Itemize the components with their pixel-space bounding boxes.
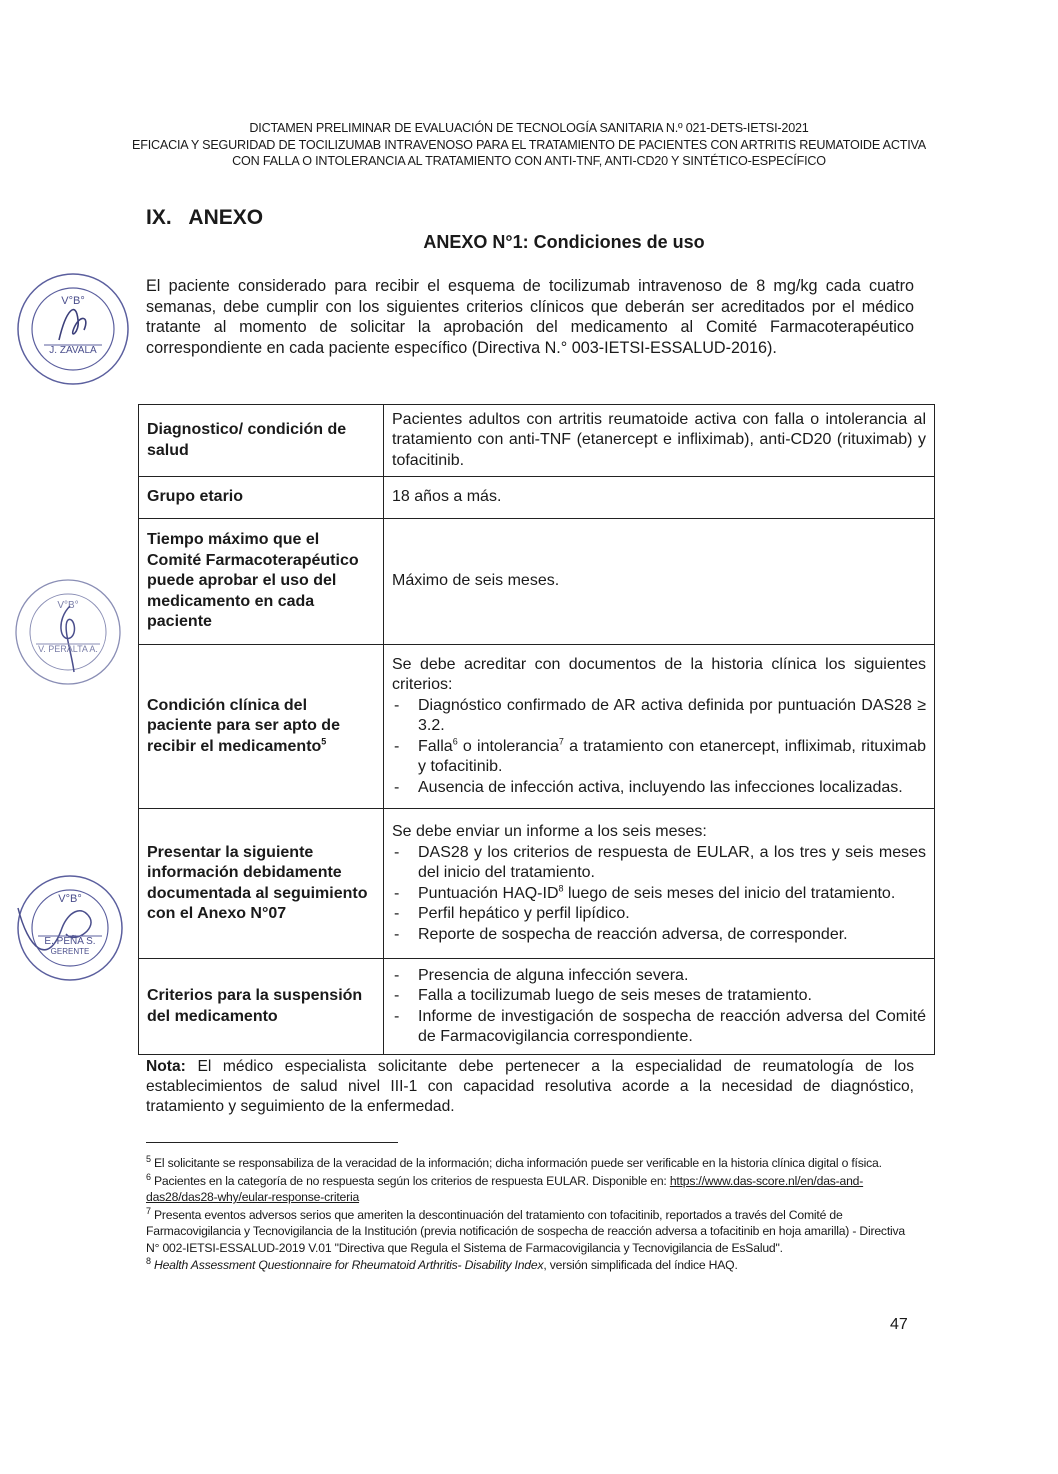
- row-label: Tiempo máximo que el Comité Farmacoterapéutico puede aprobar el uso del medicamento en cada paciente: [139, 519, 384, 645]
- list-item: - Presencia de alguna infección severa.: [392, 966, 926, 987]
- list-item: - Reporte de sospecha de reacción adversa, de corresponder.: [392, 925, 926, 946]
- list-item: - Falla a tocilizumab luego de seis meses de tratamiento.: [392, 986, 926, 1007]
- list-item: - DAS28 y los criterios de respuesta de EULAR, a los tres y seis meses del inicio del tratamiento.: [392, 843, 926, 884]
- seal-3-role: GERENTE: [50, 947, 90, 956]
- note-paragraph: [146, 1057, 914, 1117]
- footnote-italic: Health Assessment Questionnaire for Rheumatoid Arthritis- Disability Index: [150, 1258, 544, 1272]
- footnote-text: El solicitante se responsabiliza de la veracidad de la información; dicha información puede ser verificable en la historia clínica digital o física.: [150, 1156, 882, 1170]
- footnote-5: [146, 1155, 914, 1172]
- list-item-text: Falla: [418, 737, 453, 755]
- row-label-text: Condición clínica del paciente para ser apto de recibir el medicamento: [147, 696, 340, 755]
- row-label: Criterios para la suspensión del medicamento: [139, 959, 384, 1055]
- list-item: - Perfil hepático y perfil lipídico.: [392, 904, 926, 925]
- table-row: [139, 405, 935, 477]
- footnote-7: [146, 1207, 914, 1257]
- suspension-list: [392, 966, 926, 1048]
- note-text: El médico especialista solicitante debe pertenecer a la especialidad de reumatología de los establecimientos de salud nivel III-1 con capacidad resolutiva acorde a la necesidad de diagnóstico, tratamiento y seguimiento de la enfermedad.: [146, 1058, 914, 1115]
- seal-3-vb: V°B°: [58, 893, 82, 905]
- list-item: [392, 884, 926, 905]
- approval-stamp-1: [14, 270, 132, 388]
- list-item: - Ausencia de infección activa, incluyendo las infecciones localizadas.: [392, 778, 926, 799]
- header-line-2: EFICACIA Y SEGURIDAD DE TOCILIZUMAB INTRAVENOSO PARA EL TRATAMIENTO DE PACIENTES CON ARTRITIS REUMATOIDE ACTIVA: [132, 137, 926, 152]
- seal-2-name: V. PERALTA A.: [38, 644, 98, 654]
- footnote-ref: 8: [558, 883, 564, 894]
- footnote-text: Presenta eventos adversos serios que ameriten la descontinuación del tratamiento con tofacitinib, reportados a través del Comité de Farmacovigilancia y Tecnovigilancia de la Institución (previa notificación de sospecha de reacción adversa a tofacitinib en hoja amarilla) - Directiva N° 002-IETSI-ESSALUD-2019 V.01 "Directiva que Regula el Sistema de Farmacovigilancia y Tecnovigilancia de EsSalud".: [146, 1207, 905, 1255]
- table-row: [139, 645, 935, 809]
- footnote-divider: [146, 1142, 398, 1143]
- list-item: [392, 737, 926, 778]
- table-row: [139, 477, 935, 519]
- table-row: [139, 959, 935, 1055]
- table-row: [139, 519, 935, 645]
- footnote-ref: 6: [452, 736, 458, 747]
- note-label: Nota:: [146, 1058, 186, 1075]
- intro-paragraph: El paciente considerado para recibir el esquema de tocilizumab intravenoso de 8 mg/kg cada cuatro semanas, debe cumplir con los siguientes criterios clínicos que deberán ser acreditados por el médico tratante al momento de solicitar la aprobación del medicamento al Comité Farmacoterapéutico correspondiente en cada paciente específico (Directiva N.° 003-IETSI-ESSALUD-2016).: [146, 277, 914, 357]
- list-item-text: Puntuación HAQ-ID: [418, 884, 559, 902]
- row-value: Máximo de seis meses.: [384, 519, 935, 645]
- row-intro: Se debe enviar un informe a los seis meses:: [392, 823, 707, 840]
- footnote-text: , versión simplificada del índice HAQ.: [543, 1258, 738, 1272]
- row-value: [384, 809, 935, 959]
- row-value: 18 años a más.: [384, 477, 935, 519]
- footnote-text: Pacientes en la categoría de no respuesta según los criterios de respuesta EULAR. Disponible en:: [150, 1173, 670, 1188]
- footnote-number: 6: [146, 1171, 151, 1182]
- footnote-6: [146, 1173, 914, 1206]
- footnote-ref: 7: [558, 736, 564, 747]
- row-label: Grupo etario: [139, 477, 384, 519]
- footnote-number: 5: [146, 1153, 151, 1164]
- footnote-8: [146, 1257, 914, 1274]
- conditions-table: [138, 404, 935, 1055]
- footnote-number: 8: [146, 1255, 151, 1266]
- list-item-text: luego de seis meses del inicio del tratamiento.: [563, 884, 896, 902]
- header-line-1: DICTAMEN PRELIMINAR DE EVALUACIÓN DE TECNOLOGÍA SANITARIA N.º 021-DETS-IETSI-2021: [249, 121, 809, 135]
- approval-stamp-2: [12, 576, 124, 688]
- document-header: [0, 120, 1058, 170]
- row-intro: Se debe acreditar con documentos de la historia clínica los siguientes criterios:: [392, 655, 926, 694]
- row-label: Diagnostico/ condición de salud: [139, 405, 384, 477]
- row-value: [384, 645, 935, 809]
- list-item: - Diagnóstico confirmado de AR activa definida por puntuación DAS28 ≥ 3.2.: [392, 696, 926, 737]
- header-line-3: CON FALLA O INTOLERANCIA AL TRATAMIENTO CON ANTI-TNF, ANTI-CD20 Y SINTÉTICO-ESPECÍFICO: [232, 154, 826, 168]
- criteria-list: [392, 696, 926, 799]
- footnote-number: 7: [146, 1205, 151, 1216]
- row-label: [139, 645, 384, 809]
- row-value: [384, 959, 935, 1055]
- seal-2-vb: V°B°: [57, 600, 79, 611]
- table-row: [139, 809, 935, 959]
- seal-1-vb: V°B°: [61, 295, 85, 307]
- section-title: IX. ANEXO: [146, 206, 264, 229]
- eular-criteria-link[interactable]: https://www.das-score.nl/en/das-and-das28/das28-why/eular-response-criteria: [146, 1173, 864, 1204]
- annex-title: ANEXO N°1: Condiciones de uso: [423, 232, 705, 252]
- followup-list: [392, 843, 926, 946]
- seal-3-name: E. PEÑA S.: [44, 936, 96, 947]
- list-item: - Informe de investigación de sospecha de reacción adversa del Comité de Farmacovigilancia correspondiente.: [392, 1007, 926, 1048]
- footnote-ref: 5: [321, 736, 327, 747]
- list-item-text: o intolerancia: [457, 737, 559, 755]
- row-value: Pacientes adultos con artritis reumatoide activa con falla o intolerancia al tratamiento con anti-TNF (etanercept e infliximab), anti-CD20 (rituximab) y tofacitinib.: [384, 405, 935, 477]
- approval-stamp-3: [8, 868, 130, 990]
- list-item-text: a tratamiento con etanercept, infliximab, rituximab y tofacitinib.: [418, 737, 926, 776]
- page-number: 47: [890, 1316, 908, 1333]
- footnotes: [146, 1155, 914, 1275]
- row-label: Presentar la siguiente información debidamente documentada al seguimiento con el Anexo N°07: [139, 809, 384, 959]
- seal-1-name: J. ZAVALA: [49, 345, 97, 356]
